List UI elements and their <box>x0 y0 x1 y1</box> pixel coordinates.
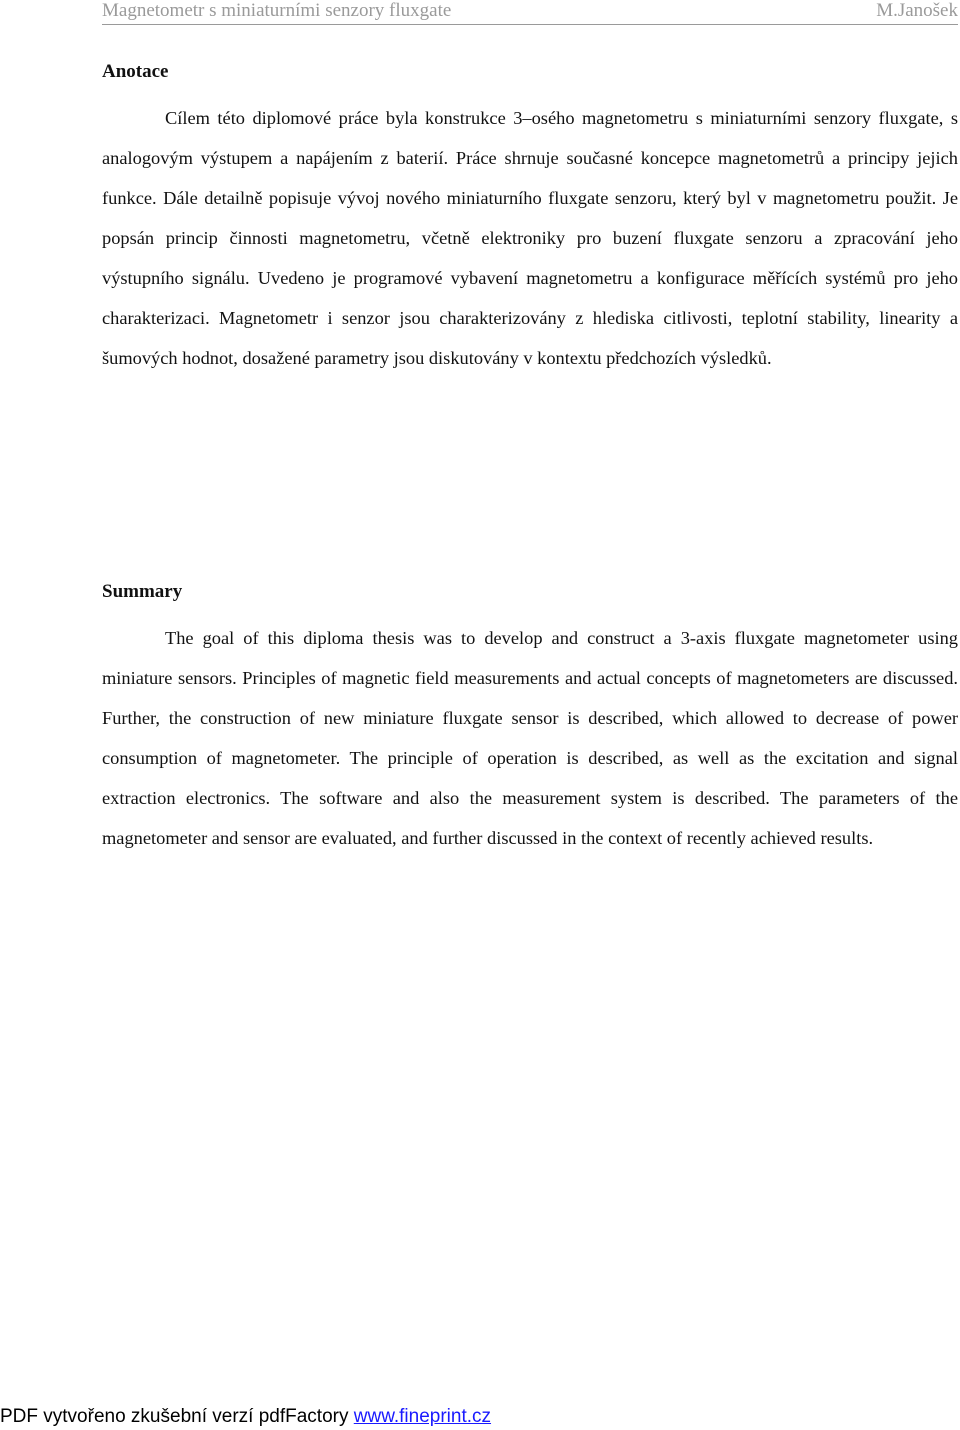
document-title: Magnetometr s miniaturními senzory fluxgate <box>102 0 452 21</box>
pdf-footer <box>0 1403 491 1430</box>
summary-heading: Summary <box>102 581 183 602</box>
fineprint-link[interactable]: www.fineprint.cz <box>353 1406 492 1427</box>
summary-section <box>102 578 958 858</box>
anotace-paragraph: Cílem této diplomové práce byla konstrukce 3–osého magnetometru s miniaturními senzory fluxgate, s analogovým výstupem a napájením z baterií. Práce shrnuje současné koncepce magnetometrů a principy jejich funkce. Dále detailně popisuje vývoj nového miniaturního fluxgate senzoru, který byl v magnetometru použit. Je popsán princip činnosti magnetometru, včetně elektroniky pro buzení fluxgate senzoru a zpracování jeho výstupního signálu. Uvedeno je programové vybavení magnetometru a konfigurace měřících systémů pro jeho charakterizaci. Magnetometr i senzor jsou charakterizovány z hlediska citlivosti, teplotní stability, linearity a šumových hodnot, dosažené parametry jsou diskutovány v kontextu předchozích výsledků. <box>102 108 958 368</box>
anotace-section <box>102 58 958 378</box>
summary-paragraph: The goal of this diploma thesis was to develop and construct a 3-axis fluxgate magnetometer using miniature sensors. Principles of magnetic field measurements and actual concepts of magnetometers are discussed. Further, the construction of new miniature fluxgate sensor is described, which allowed to decrease of power consumption of magnetometer. The principle of operation is described, as well as the excitation and signal extraction electronics. The software and also the measurement system is described. The parameters of the magnetometer and sensor are evaluated, and further discussed in the context of recently achieved results. <box>102 628 958 848</box>
running-header <box>102 0 958 25</box>
author-name: M.Janošek <box>876 0 958 21</box>
anotace-heading: Anotace <box>102 61 169 82</box>
footer-text: PDF vytvořeno zkušební verzí pdfFactory <box>0 1406 354 1427</box>
